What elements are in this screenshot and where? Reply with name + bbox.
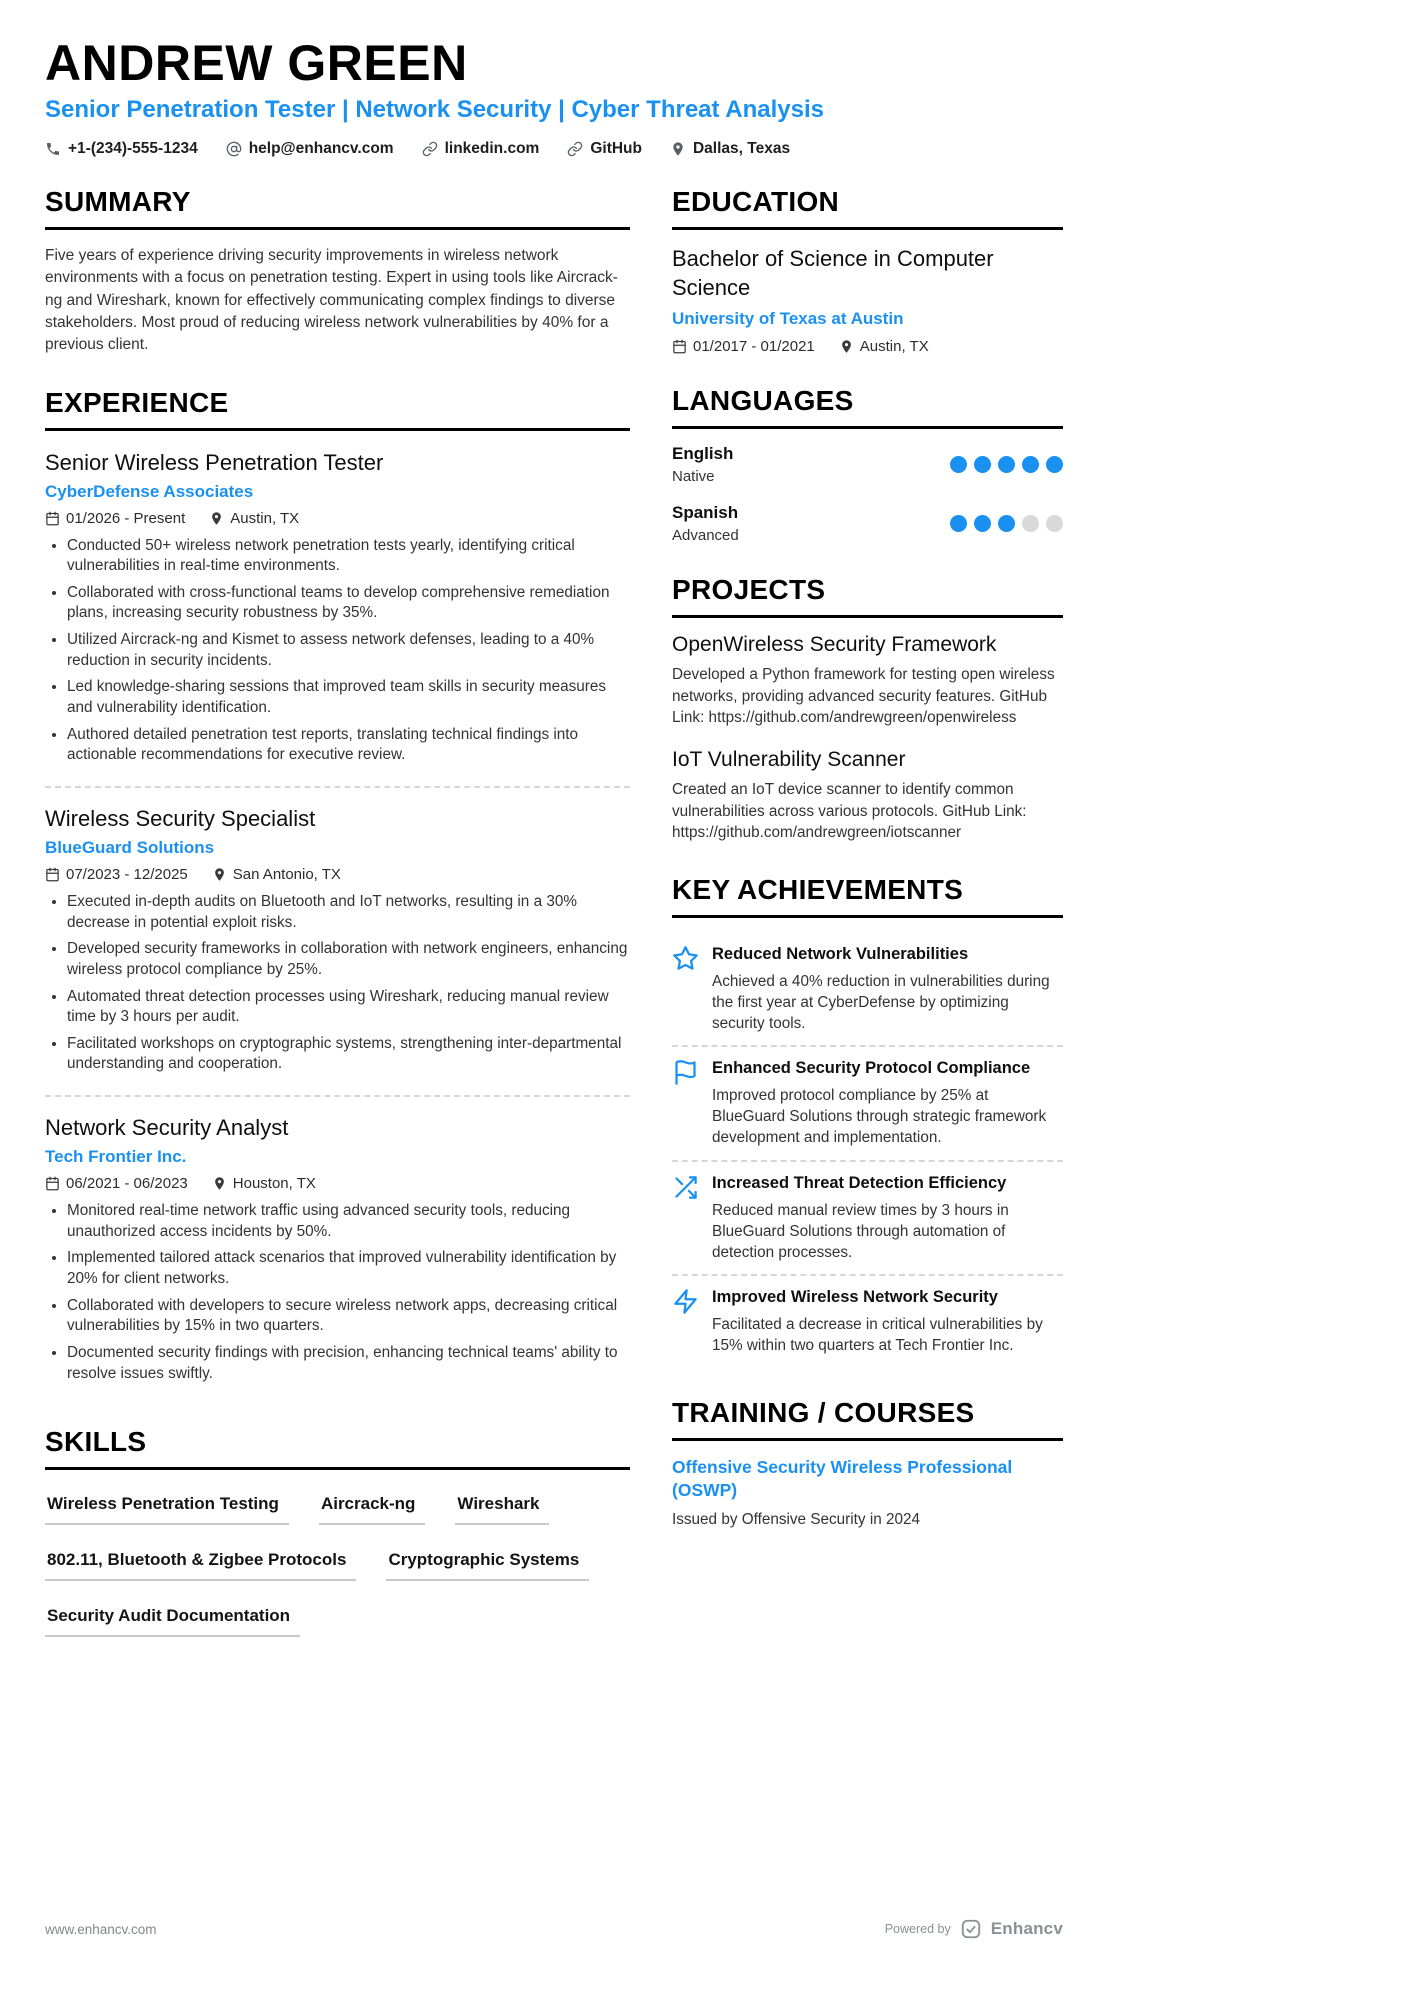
achievement-body — [712, 944, 1063, 1034]
training-section — [672, 1397, 1063, 1529]
job-dates — [45, 510, 185, 527]
skills-list — [45, 1485, 630, 1653]
page-footer — [45, 1918, 1063, 1940]
job-location — [212, 866, 341, 883]
education-meta — [672, 338, 1063, 355]
language-proficiency-dots — [950, 456, 1063, 473]
projects-section — [672, 574, 1063, 843]
language-info — [672, 503, 739, 544]
job-company: Tech Frontier Inc. — [45, 1147, 187, 1167]
calendar-icon — [45, 867, 60, 882]
degree-title: Bachelor of Science in Computer Science — [672, 246, 994, 300]
bullet-point: • Documented security findings with precision, enhancing technical teams' ability to resolve issues swiftly. — [67, 1343, 630, 1384]
achievement-title: Enhanced Security Protocol Compliance — [712, 1059, 1031, 1078]
job-location-text: Austin, TX — [230, 509, 300, 527]
course-title: Offensive Security Wireless Professional (OSWP) — [672, 1457, 1013, 1501]
language-info — [672, 444, 733, 485]
bullet-point: • Facilitated workshops on cryptographic systems, strengthening inter-departmental understanding and cooperation. — [67, 1034, 630, 1075]
education-heading: EDUCATION — [672, 186, 1063, 230]
achievement-description: Improved protocol compliance by 25% at BlueGuard Solutions through strategic framework development and implementation. — [712, 1087, 1047, 1147]
summary-heading: SUMMARY — [45, 186, 630, 230]
project-description: Developed a Python framework for testing open wireless networks, providing advanced security features. GitHub Link: https://github.com/andrewgreen/openwireless — [672, 666, 1055, 726]
email-contact[interactable] — [226, 140, 394, 158]
achievement-entry — [672, 1162, 1063, 1274]
achievements-section — [672, 874, 1063, 1368]
achievement-body — [712, 1173, 1063, 1263]
proficiency-dot — [950, 456, 967, 473]
location-pin-icon — [839, 339, 854, 354]
job-entry — [45, 1111, 630, 1396]
skill-tag: Aircrack-ng — [319, 1485, 425, 1525]
github-contact[interactable] — [567, 140, 642, 158]
at-sign-icon — [226, 141, 242, 157]
contact-row — [45, 140, 1063, 158]
job-bullets — [45, 892, 630, 1075]
enhancv-website-link[interactable]: www.enhancv.com — [45, 1921, 157, 1937]
language-name: Spanish — [672, 503, 739, 523]
job-location-text: Houston, TX — [232, 1175, 316, 1193]
achievement-description: Achieved a 40% reduction in vulnerabilities during the first year at CyberDefense by optimizing security tools. — [712, 972, 1050, 1032]
achievement-title: Improved Wireless Network Security — [712, 1287, 998, 1306]
link-icon — [422, 141, 438, 157]
education-section — [672, 186, 1063, 355]
location-contact — [670, 140, 790, 158]
job-meta — [45, 1175, 630, 1192]
skill-tag: 802.11, Bluetooth & Zigbee Protocols — [45, 1541, 356, 1581]
crossed-arrows-icon — [672, 1174, 699, 1263]
summary-text: Five years of experience driving security improvements in wireless network environments with a focus on penetration testing. Expert in using tools like Aircrack-ng and Wireshark, known for effectively communicating complex findings to diverse stakeholders. Most proud of reducing wireless network vulnerabilities by 40% for a previous client. — [45, 247, 618, 354]
skill-tag: Wireless Penetration Testing — [45, 1485, 289, 1525]
language-level: Native — [672, 468, 715, 486]
location-label: Dallas, Texas — [692, 140, 791, 157]
experience-section — [45, 387, 630, 1397]
achievement-description: Reduced manual review times by 3 hours in BlueGuard Solutions through automation of detection processes. — [712, 1201, 1009, 1261]
bullet-point: • Developed security frameworks in collaboration with network engineers, enhancing wireless protocol compliance by 25%. — [67, 939, 630, 980]
achievement-body — [712, 1287, 1063, 1356]
email-address: help@enhancv.com — [248, 140, 394, 157]
project-title: IoT Vulnerability Scanner — [672, 748, 906, 772]
powered-by-enhancv[interactable] — [885, 1918, 1063, 1940]
calendar-icon — [672, 339, 687, 354]
linkedin-label: linkedin.com — [444, 140, 540, 157]
language-name: English — [672, 444, 734, 464]
summary-section — [45, 186, 630, 357]
proficiency-dot — [998, 456, 1015, 473]
experience-heading: EXPERIENCE — [45, 387, 630, 431]
achievement-entry — [672, 1047, 1063, 1159]
language-row — [672, 503, 1063, 544]
proficiency-dot — [1046, 515, 1063, 532]
two-column-layout — [45, 186, 1063, 1683]
achievement-description: Facilitated a decrease in critical vulnerabilities by 15% within two quarters at Tech Frontier Inc. — [712, 1316, 1043, 1355]
proficiency-dot — [1046, 456, 1063, 473]
proficiency-dot — [950, 515, 967, 532]
job-company: CyberDefense Associates — [45, 481, 254, 501]
bullet-point: • Collaborated with developers to secure wireless network apps, decreasing critical vulnerabilities by 15% in two quarters. — [67, 1296, 630, 1337]
bullet-point: • Authored detailed penetration test reports, translating technical findings into actionable recommendations for executive review. — [67, 725, 630, 766]
achievements-heading: KEY ACHIEVEMENTS — [672, 874, 1063, 918]
language-row — [672, 444, 1063, 485]
job-title: Network Security Analyst — [45, 1115, 289, 1141]
calendar-icon — [45, 511, 60, 526]
language-proficiency-dots — [950, 515, 1063, 532]
bullet-point: • Automated threat detection processes using Wireshark, reducing manual review time by 3 hours per audit. — [67, 987, 630, 1028]
language-level: Advanced — [672, 527, 739, 545]
job-title: Wireless Security Specialist — [45, 805, 316, 831]
powered-by-label: Powered by — [884, 1922, 951, 1936]
star-icon — [672, 945, 699, 1034]
entry-divider — [45, 1095, 630, 1097]
school-name: University of Texas at Austin — [672, 309, 904, 329]
location-pin-icon — [209, 511, 224, 526]
calendar-icon — [45, 1176, 60, 1191]
location-pin-icon — [212, 867, 227, 882]
person-name: ANDREW GREEN — [45, 35, 468, 91]
job-entry — [45, 802, 630, 1087]
job-entry — [45, 446, 630, 778]
course-issuer: Issued by Offensive Security in 2024 — [672, 1510, 921, 1528]
job-location-text: San Antonio, TX — [232, 865, 341, 883]
project-entry — [672, 748, 1063, 843]
project-description: Created an IoT device scanner to identify common vulnerabilities across various protocols. GitHub Link: https://github.com/andrewgreen/iotscanner — [672, 781, 1027, 842]
bullet-point: • Monitored real-time network traffic using advanced security tools, reducing unauthorized access incidents by 50%. — [67, 1201, 630, 1242]
achievement-title: Increased Threat Detection Efficiency — [712, 1173, 1007, 1192]
languages-heading: LANGUAGES — [672, 385, 1063, 429]
proficiency-dot — [1022, 515, 1039, 532]
education-location — [839, 338, 929, 355]
bullet-point: • Executed in-depth audits on Bluetooth and IoT networks, resulting in a 30% decrease in potential exploit risks. — [67, 892, 630, 933]
skill-tag: Wireshark — [455, 1485, 549, 1525]
enhancv-logo-icon — [960, 1918, 982, 1940]
bullet-point: • Conducted 50+ wireless network penetration tests yearly, identifying critical vulnerabilities in real-time environments. — [67, 536, 630, 577]
skills-section — [45, 1426, 630, 1653]
job-company: BlueGuard Solutions — [45, 837, 215, 857]
lightning-icon — [672, 1288, 699, 1356]
proficiency-dot — [974, 456, 991, 473]
location-pin-icon — [212, 1176, 227, 1191]
bullet-point: • Utilized Aircrack-ng and Kismet to assess network defenses, leading to a 40% reduction in security incidents. — [67, 630, 630, 671]
project-entry — [672, 633, 1063, 728]
flag-icon — [672, 1059, 699, 1148]
bullet-point: • Led knowledge-sharing sessions that improved team skills in security measures and vulnerability identification. — [67, 677, 630, 718]
proficiency-dot — [998, 515, 1015, 532]
job-dates — [45, 866, 188, 883]
bullet-point: • Collaborated with cross-functional teams to develop comprehensive remediation plans, increasing security robustness by 35%. — [67, 583, 630, 624]
job-location — [209, 510, 299, 527]
enhancv-brand-name: Enhancv — [990, 1919, 1063, 1938]
link-icon — [567, 141, 583, 157]
achievement-body — [712, 1058, 1063, 1148]
left-column — [45, 186, 630, 1683]
job-dates-text: 06/2021 - 06/2023 — [66, 1175, 188, 1193]
right-column — [672, 186, 1063, 1683]
bullet-point: • Implemented tailored attack scenarios that improved vulnerability identification by 20% for client networks. — [67, 1248, 630, 1289]
job-dates-text: 01/2026 - Present — [66, 509, 186, 527]
job-dates — [45, 1175, 188, 1192]
languages-section — [672, 385, 1063, 544]
job-bullets — [45, 1201, 630, 1384]
education-location-text: Austin, TX — [859, 338, 929, 356]
training-heading: TRAINING / COURSES — [672, 1397, 1063, 1441]
job-location — [212, 1175, 316, 1192]
job-meta — [45, 866, 630, 883]
education-dates-text: 01/2017 - 01/2021 — [693, 338, 815, 356]
location-pin-icon — [670, 141, 686, 157]
github-label: GitHub — [590, 140, 642, 157]
entry-divider — [45, 786, 630, 788]
skill-tag: Security Audit Documentation — [45, 1597, 300, 1637]
phone-number: +1-(234)-555-1234 — [68, 140, 198, 157]
skill-tag: Cryptographic Systems — [386, 1541, 589, 1581]
job-bullets — [45, 536, 630, 766]
job-dates-text: 07/2023 - 12/2025 — [66, 865, 188, 883]
achievement-entry — [672, 933, 1063, 1045]
job-meta — [45, 510, 630, 527]
skills-heading: SKILLS — [45, 1426, 630, 1470]
education-dates — [672, 338, 815, 355]
proficiency-dot — [974, 515, 991, 532]
phone-contact[interactable] — [45, 140, 198, 158]
project-title: OpenWireless Security Framework — [672, 633, 997, 657]
achievement-title: Reduced Network Vulnerabilities — [712, 944, 969, 963]
linkedin-contact[interactable] — [422, 140, 540, 158]
phone-icon — [45, 141, 61, 157]
headline: Senior Penetration Tester | Network Security | Cyber Threat Analysis — [45, 96, 825, 123]
job-title: Senior Wireless Penetration Tester — [45, 449, 384, 475]
projects-heading: PROJECTS — [672, 574, 1063, 618]
header — [45, 36, 1063, 158]
proficiency-dot — [1022, 456, 1039, 473]
achievement-entry — [672, 1276, 1063, 1367]
